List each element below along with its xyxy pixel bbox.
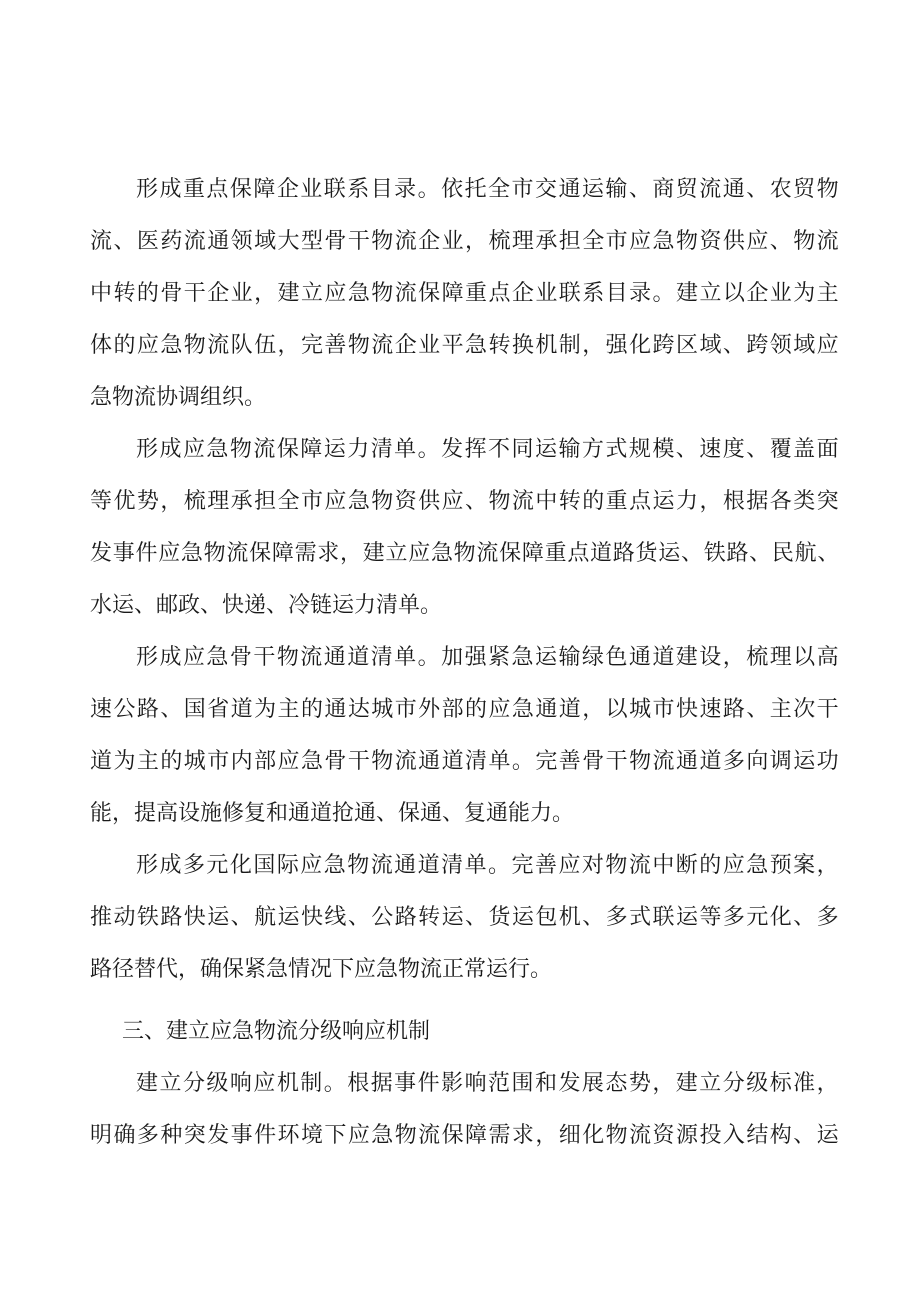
paragraph-line: 路径替代，确保紧急情况下应急物流正常运行。 bbox=[90, 957, 553, 982]
paragraph-line: 明确多种突发事件环境下应急物流保障需求，细化物流资源投入结构、运 bbox=[90, 1123, 841, 1148]
paragraph-line: 形成应急物流保障运力清单。发挥不同运输方式规模、速度、覆盖面 bbox=[136, 437, 841, 462]
paragraph-line: 水运、邮政、快递、冷链运力清单。 bbox=[90, 593, 443, 618]
paragraph-line: 急物流协调组织。 bbox=[90, 385, 267, 410]
section-heading: 三、建立应急物流分级响应机制 bbox=[122, 1019, 431, 1044]
paragraph-line: 形成重点保障企业联系目录。依托全市交通运输、商贸流通、农贸物 bbox=[136, 177, 841, 202]
paragraph-line: 推动铁路快运、航运快线、公路转运、货运包机、多式联运等多元化、多 bbox=[90, 905, 841, 930]
paragraph-line: 发事件应急物流保障需求，建立应急物流保障重点道路货运、铁路、民航、 bbox=[90, 541, 841, 566]
paragraph-line: 流、医药流通领域大型骨干物流企业，梳理承担全市应急物资供应、物流 bbox=[90, 229, 841, 254]
paragraph-line: 形成应急骨干物流通道清单。加强紧急运输绿色通道建设，梳理以高 bbox=[136, 645, 841, 670]
paragraph-line: 中转的骨干企业，建立应急物流保障重点企业联系目录。建立以企业为主 bbox=[90, 281, 841, 306]
paragraph-line: 建立分级响应机制。根据事件影响范围和发展态势，建立分级标准， bbox=[136, 1071, 841, 1096]
paragraph-line: 体的应急物流队伍，完善物流企业平急转换机制，强化跨区域、跨领域应 bbox=[90, 333, 841, 358]
paragraph-line: 能，提高设施修复和通道抢通、保通、复通能力。 bbox=[90, 801, 575, 826]
paragraph-line: 等优势，梳理承担全市应急物资供应、物流中转的重点运力，根据各类突 bbox=[90, 489, 841, 514]
paragraph-line: 速公路、国省道为主的通达城市外部的应急通道，以城市快速路、主次干 bbox=[90, 697, 841, 722]
paragraph-line: 道为主的城市内部应急骨干物流通道清单。完善骨干物流通道多向调运功 bbox=[90, 749, 841, 774]
paragraph-line: 形成多元化国际应急物流通道清单。完善应对物流中断的应急预案， bbox=[136, 853, 841, 878]
